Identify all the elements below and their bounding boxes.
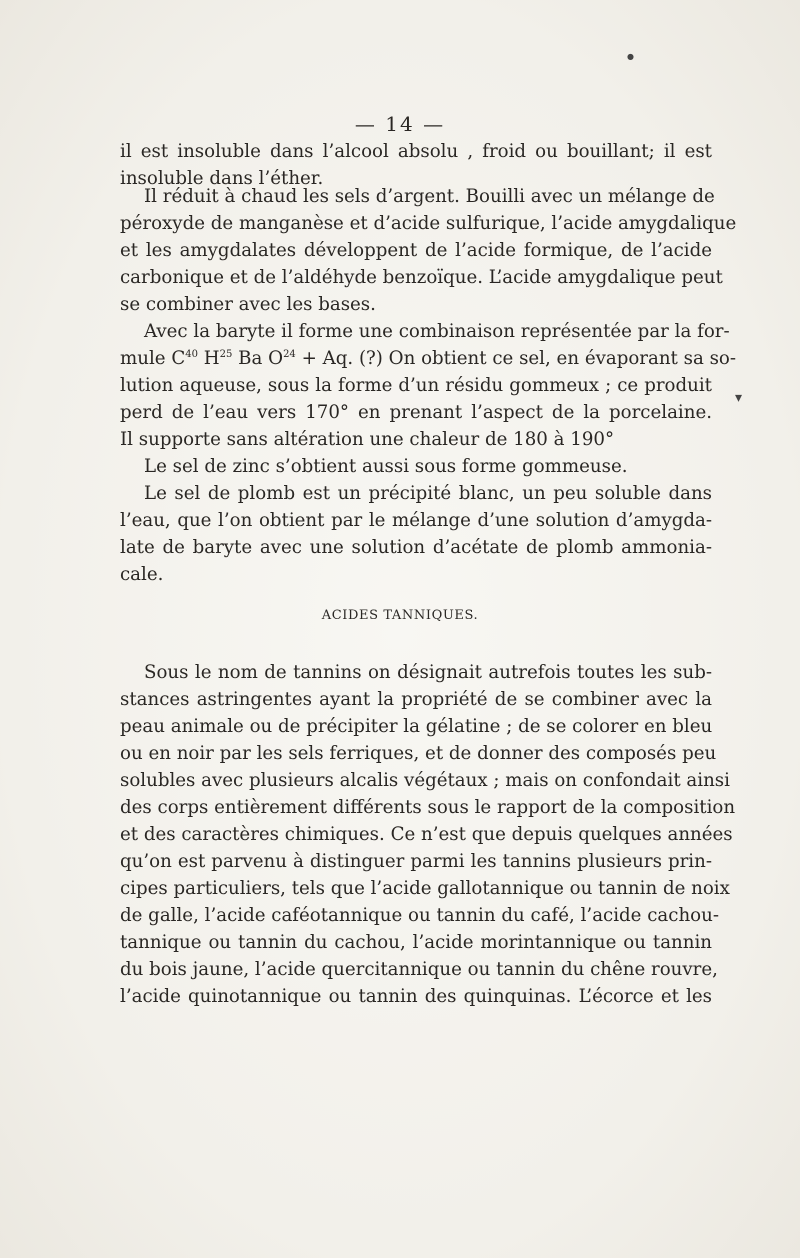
text-line: Sous le nom de tannins on désignait autrefois toutes les sub-	[144, 662, 712, 683]
text-line: solubles avec plusieurs alcalis végétaux ; mais on confondait ainsi	[120, 770, 730, 791]
text-line: du bois jaune, l’acide quercitannique ou tannin du chêne rouvre,	[120, 959, 718, 980]
text-line: lution aqueuse, sous la forme d’un résidu gommeux ; ce produit	[120, 375, 712, 396]
text-line: l’acide quinotannique ou tannin des quinquinas. L’écorce et les	[120, 986, 712, 1007]
text-line: cale.	[120, 564, 164, 585]
paragraph-tannins	[120, 659, 736, 1010]
formula-sup: 40	[185, 348, 198, 360]
page-number: — 14 —	[354, 112, 446, 136]
formula-prefix: mule C	[120, 348, 186, 369]
formula-sup: 24	[283, 348, 296, 360]
text-line: Il réduit à chaud les sels d’argent. Bouilli avec un mélange de	[144, 186, 715, 207]
text-line: carbonique et de l’aldéhyde benzoïque. L’acide amygdalique peut	[120, 267, 723, 288]
text-line: il est insoluble dans l’alcool absolu , froid ou bouillant; il est	[120, 141, 712, 162]
text-line: Il supporte sans altération une chaleur de 180 à 190°	[120, 429, 615, 450]
text-line: Le sel de zinc s’obtient aussi sous forme gommeuse.	[144, 456, 628, 477]
formula-sup: 25	[219, 348, 233, 360]
text-line: perd de l’eau vers 170° en prenant l’aspect de la porcelaine.	[120, 402, 712, 423]
text-line: ou en noir par les sels ferriques, et de donner des composés peu	[120, 743, 717, 764]
formula-part: Ba O	[232, 348, 284, 369]
text-line: l’eau, que l’on obtient par le mélange d’une solution d’amygda-	[120, 510, 712, 531]
text-line: stances astringentes ayant la propriété de se combiner avec la	[120, 689, 712, 710]
text-line: des corps entièrement différents sous le rapport de la composition	[120, 797, 736, 818]
text-line: se combiner avec les bases.	[120, 294, 376, 315]
text-line: cipes particuliers, tels que l’acide gallotannique ou tannin de noix	[120, 878, 730, 899]
formula-suffix: + Aq. (?) On obtient ce sel, en évaporant sa so-	[295, 348, 737, 369]
text-line: et des caractères chimiques. Ce n’est que depuis quelques années	[120, 824, 733, 845]
text-line: tannique ou tannin du cachou, l’acide morintannique ou tannin	[120, 932, 712, 953]
stray-mark: ●	[627, 52, 634, 61]
formula-part: H	[197, 348, 220, 369]
text-line: et les amygdalates développent de l’acide formique, de l’acide	[120, 240, 712, 261]
text-line: Avec la baryte il forme une combinaison représentée par la for-	[144, 321, 730, 342]
paragraph-baryte	[120, 318, 737, 453]
text-line: late de baryte avec une solution d’acétate de plomb ammonia-	[120, 537, 712, 558]
paragraph-reduction	[120, 183, 737, 318]
text-line: insoluble dans l’éther.	[120, 168, 324, 189]
text-line: de galle, l’acide caféotannique ou tannin du café, l’acide cachou-	[120, 905, 719, 926]
section-heading: ACIDES TANNIQUES.	[321, 608, 479, 623]
formula-line	[120, 345, 737, 372]
text-line: Le sel de plomb est un précipité blanc, un peu soluble dans	[144, 483, 712, 504]
stray-mark: ▾	[735, 390, 743, 406]
text-line: peau animale ou de précipiter la gélatine ; de se colorer en bleu	[120, 716, 713, 737]
text-line: qu’on est parvenu à distinguer parmi les tannins plusieurs prin-	[120, 851, 712, 872]
paragraph-zinc	[120, 453, 712, 480]
paragraph-lead	[120, 480, 712, 588]
text-line: péroxyde de manganèse et d’acide sulfurique, l’acide amygdalique	[120, 213, 737, 234]
